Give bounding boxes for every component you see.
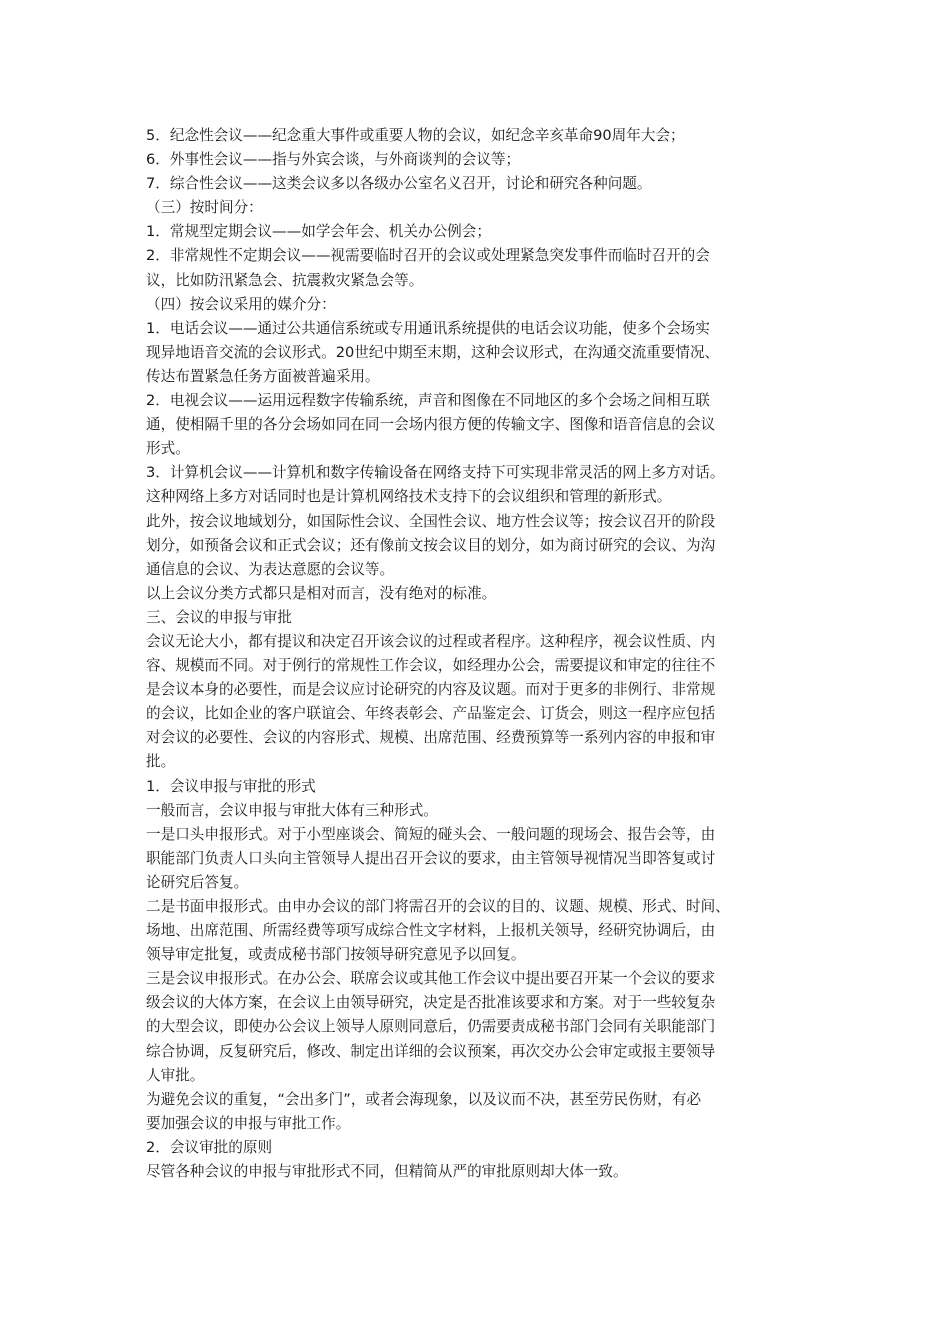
text-line: 1．常规型定期会议——如学会年会、机关办公例会； bbox=[146, 223, 491, 241]
document-body bbox=[146, 124, 811, 1184]
text-line: 传达布置紧急任务方面被普遍采用。 bbox=[146, 367, 380, 385]
text-line: 的会议，比如企业的客户联谊会、年终表彰会、产品鉴定会、订货会，则这一程序应包括 bbox=[146, 705, 716, 723]
text-line: 以上会议分类方式都只是相对而言，没有绝对的标准。 bbox=[146, 584, 497, 602]
text-line: 人审批。 bbox=[146, 1066, 205, 1084]
text-line: 1．电话会议——通过公共通信系统或专用通讯系统提供的电话会议功能，使多个会场实 bbox=[146, 319, 710, 337]
text-line: 划分，如预备会议和正式会议；还有像前文按会议目的划分，如为商讨研究的会议、为沟 bbox=[146, 536, 716, 554]
text-line: 三是会议申报形式。在办公会、联席会议或其他工作会议中提出要召开某一个会议的要求 bbox=[146, 970, 716, 988]
text-line: 领导审定批复，或责成秘书部门按领导研究意见予以回复。 bbox=[146, 946, 526, 964]
text-line: 会议无论大小，都有提议和决定召开该会议的过程或者程序。这种程序，视会议性质、内 bbox=[146, 632, 716, 650]
text-line: 3．计算机会议——计算机和数字传输设备在网络支持下可实现非常灵活的网上多方对话。 bbox=[146, 464, 725, 482]
text-line: 5．纪念性会议——纪念重大事件或重要人物的会议，如纪念辛亥革命90周年大会； bbox=[146, 127, 685, 144]
text-line: 对会议的必要性、会议的内容形式、规模、出席范围、经费预算等一系列内容的申报和审 bbox=[146, 729, 716, 747]
text-line: 为避免会议的重复，“会出多门”，或者会海现象，以及议而不决，甚至劳民伤财，有必 bbox=[146, 1090, 702, 1108]
text-line: 通信息的会议、为表达意愿的会议等。 bbox=[146, 560, 395, 578]
text-line: 二是书面申报形式。由申办会议的部门将需召开的会议的目的、议题、规模、形式、时间、 bbox=[146, 898, 730, 915]
text-line: 一般而言，会议申报与审批大体有三种形式。 bbox=[146, 801, 438, 819]
text-line: 这种网络上多方对话同时也是计算机网络技术支持下的会议组织和管理的新形式。 bbox=[146, 488, 672, 506]
text-line: 6．外事性会议——指与外宾会谈，与外商谈判的会议等； bbox=[146, 151, 521, 169]
section-heading: 三、会议的申报与审批 bbox=[146, 608, 292, 626]
text-line: 现异地语音交流的会议形式。20世纪中期至末期，这种会议形式，在沟通交流重要情况、 bbox=[146, 343, 720, 361]
text-line: 2．电视会议——运用远程数字传输系统，声音和图像在不同地区的多个会场之间相互联 bbox=[146, 392, 710, 410]
text-line: 论研究后答复。 bbox=[146, 873, 249, 891]
text-line: 综合协调，反复研究后，修改、制定出详细的会议预案，再次交办公会审定或报主要领导 bbox=[146, 1042, 716, 1060]
text-line: 要加强会议的申报与审批工作。 bbox=[146, 1114, 351, 1132]
subsection-heading: 2．会议审批的原则 bbox=[146, 1138, 273, 1156]
section-heading: （三）按时间分： bbox=[146, 199, 263, 217]
text-line: 此外，按会议地域划分，如国际性会议、全国性会议、地方性会议等；按会议召开的阶段 bbox=[146, 512, 716, 530]
text-line: 的大型会议，即使办公会议上领导人原则同意后，仍需要责成秘书部门会同有关职能部门 bbox=[146, 1018, 716, 1036]
text-line: 职能部门负责人口头向主管领导人提出召开会议的要求，由主管领导视情况当即答复或讨 bbox=[146, 849, 716, 867]
text-line: 容、规模而不同。对于例行的常规性工作会议，如经理办公会，需要提议和审定的往往不 bbox=[146, 657, 716, 675]
subsection-heading: 1．会议申报与审批的形式 bbox=[146, 777, 316, 795]
text-line: 级会议的大体方案，在会议上由领导研究，决定是否批准该要求和方案。对于一些较复杂 bbox=[146, 994, 716, 1012]
section-heading: （四）按会议采用的媒介分： bbox=[146, 295, 336, 313]
text-line: 批。 bbox=[146, 753, 176, 771]
text-line: 7．综合性会议——这类会议多以各级办公室名义召开，讨论和研究各种问题。 bbox=[146, 175, 652, 193]
text-line: 形式。 bbox=[146, 440, 190, 458]
text-line: 场地、出席范围、所需经费等项写成综合性文字材料，上报机关领导，经研究协调后，由 bbox=[146, 922, 716, 940]
text-line: 尽管各种会议的申报与审批形式不同，但精简从严的审批原则却大体一致。 bbox=[146, 1163, 628, 1181]
text-line: 通，使相隔千里的各分会场如同在同一会场内很方便的传输文字、图像和语音信息的会议 bbox=[146, 416, 716, 434]
text-line: 是会议本身的必要性，而是会议应讨论研究的内容及议题。而对于更多的非例行、非常规 bbox=[146, 681, 716, 699]
text-line: 议，比如防汛紧急会、抗震救灾紧急会等。 bbox=[146, 271, 424, 289]
text-line: 一是口头申报形式。对于小型座谈会、简短的碰头会、一般问题的现场会、报告会等，由 bbox=[146, 825, 716, 843]
text-line: 2．非常规性不定期会议——视需要临时召开的会议或处理紧急突发事件而临时召开的会 bbox=[146, 247, 710, 265]
